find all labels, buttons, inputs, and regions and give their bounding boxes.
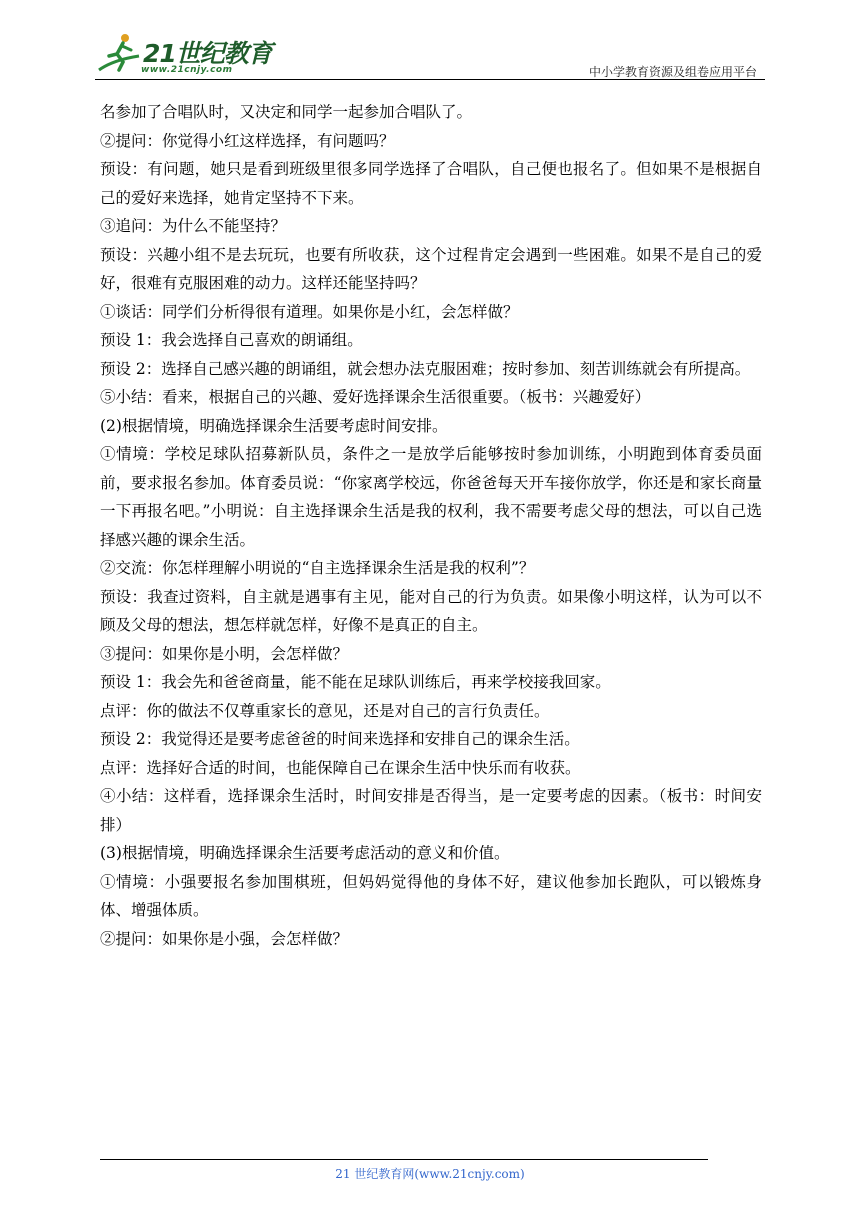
paragraph: 预设 2：我觉得还是要考虑爸爸的时间来选择和安排自己的课余生活。 [100,730,580,748]
paragraph: ②提问：如果你是小强，会怎样做？ [100,929,349,948]
paragraph: ③追问：为什么不能坚持？ [100,217,287,235]
paragraph: ②交流：你怎样理解小明说的“自主选择课余生活是我的权利”？ [100,559,535,577]
header-divider [95,79,765,80]
site-logo[interactable] [95,30,272,80]
paragraph: ①谈话：同学们分析得很有道理。如果你是小红，会怎样做？ [100,302,519,321]
logo-url: www.21cnjy.com [141,65,233,75]
paragraph: ③提问：如果你是小明，会怎样做？ [100,644,349,663]
paragraph: 预设：兴趣小组不是去玩玩，也要有所收获，这个过程肯定会遇到一些困难。如果不是自己的爱好，很难有克服困难的动力。这样还能坚持吗？ [100,245,762,292]
paragraph: (2)根据情境，明确选择课余生活要考虑时间安排。 [100,416,448,435]
footer-link[interactable]: 21 世纪教育网(www.21cnjy.com) [335,1167,525,1181]
document-body [100,98,762,953]
page-header [95,30,765,80]
paragraph: ①情境：学校足球队招募新队员，条件之一是放学后能够按时参加训练，小明跑到体育委员面前，要求报名参加。体育委员说：“你家离学校远，你爸爸每天开车接你放学，你还是和家长商量一下再报名吧。”小明说：自主选择课余生活是我的权利，我不需要考虑父母的想法，可以自己选择感兴趣的课余生活。 [100,445,762,549]
paragraph: ①情境：小强要报名参加围棋班，但妈妈觉得他的身体不好，建议他参加长跑队，可以锻炼身体、增强体质。 [100,872,762,919]
paragraph: 预设：我查过资料，自主就是遇事有主见，能对自己的行为负责。如果像小明这样，认为可以不顾及父母的想法，想怎样就怎样，好像不是真正的自主。 [100,587,762,634]
paragraph: 预设 1：我会先和爸爸商量，能不能在足球队训练后，再来学校接我回家。 [100,673,611,691]
paragraph: 预设：有问题，她只是看到班级里很多同学选择了合唱队，自己便也报名了。但如果不是根据自己的爱好来选择，她肯定坚持不下来。 [100,160,762,207]
paragraph: 名参加了合唱队时，又决定和同学一起参加合唱队了。 [100,103,473,121]
paragraph: ②提问：你觉得小红这样选择，有问题吗？ [100,131,395,150]
paragraph: 预设 1：我会选择自己喜欢的朗诵组。 [100,331,363,349]
paragraph: ④小结：这样看，选择课余生活时，时间安排是否得当，是一定要考虑的因素。（板书：时间安排） [100,787,762,834]
logo-text: 21世纪教育 [143,39,272,68]
paragraph: 点评：你的做法不仅尊重家长的意见，还是对自己的言行负责任。 [100,701,550,720]
paragraph: (3)根据情境，明确选择课余生活要考虑活动的意义和价值。 [100,844,510,862]
footer-divider [100,1159,708,1160]
paragraph: ⑤小结：看来，根据自己的兴趣、爱好选择课余生活很重要。（板书：兴趣爱好） [100,388,651,406]
platform-label: 中小学教育资源及组卷应用平台 [588,65,757,79]
paragraph: 点评：选择好合适的时间，也能保障自己在课余生活中快乐而有收获。 [100,758,581,777]
paragraph: 预设 2：选择自己感兴趣的朗诵组，就会想办法克服困难；按时参加、刻苦训练就会有所提高。 [100,359,751,378]
runner-logo-icon [95,30,145,78]
